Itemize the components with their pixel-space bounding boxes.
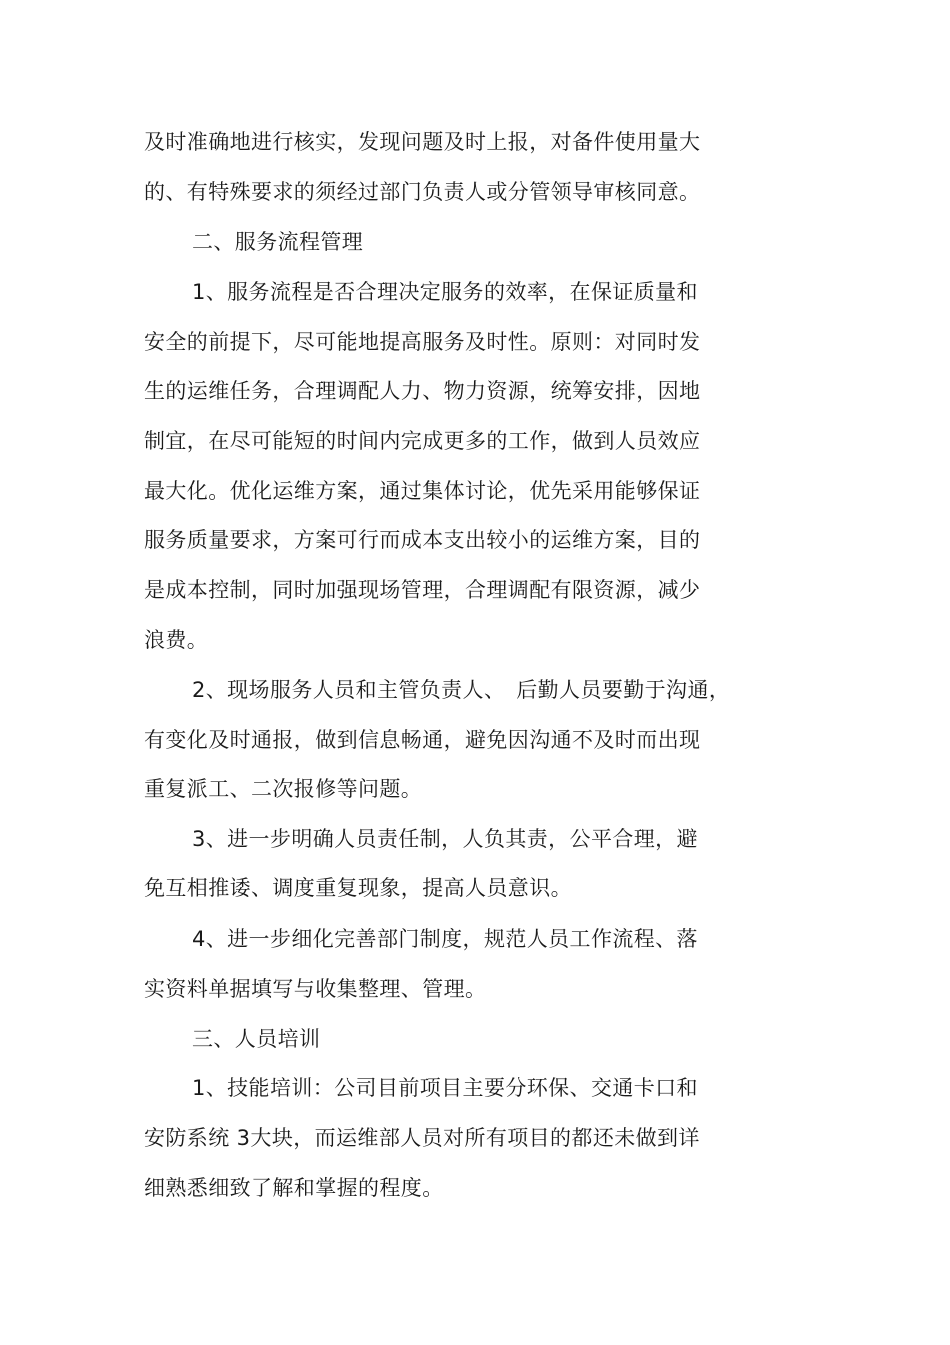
body-text-line: 安防系统 3大块，而运维部人员对所有项目的都还未做到详 [144, 1126, 700, 1150]
paragraph-first-line: 2、现场服务人员和主管负责人、 后勤人员要勤于沟通， [192, 678, 731, 702]
body-text-line: 安全的前提下，尽可能地提高服务及时性。原则：对同时发 [144, 330, 701, 354]
body-text-line: 服务质量要求，方案可行而成本支出较小的运维方案，目的 [144, 528, 701, 552]
body-text-line: 有变化及时通报，做到信息畅通，避免因沟通不及时而出现 [144, 728, 701, 752]
body-text-line: 实资料单据填写与收集整理、管理。 [144, 977, 487, 1001]
paragraph-first-line: 3、进一步明确人员责任制，人负其责，公平合理，避 [192, 827, 698, 851]
body-text-line: 细熟悉细致了解和掌握的程度。 [144, 1176, 444, 1200]
paragraph-first-line: 1、服务流程是否合理决定服务的效率，在保证质量和 [192, 280, 698, 304]
body-text-line: 浪费。 [144, 628, 209, 652]
section-heading: 三、人员培训 [192, 1027, 321, 1051]
body-text-line: 是成本控制，同时加强现场管理，合理调配有限资源，减少 [144, 578, 701, 602]
body-text-line: 最大化。优化运维方案，通过集体讨论，优先采用能够保证 [144, 479, 701, 503]
body-text-line: 制宜，在尽可能短的时间内完成更多的工作，做到人员效应 [144, 429, 701, 453]
body-text-line: 生的运维任务，合理调配人力、物力资源，统筹安排，因地 [144, 379, 701, 403]
body-text-line: 重复派工、二次报修等问题。 [144, 777, 423, 801]
section-heading: 二、服务流程管理 [192, 230, 364, 254]
body-text-line: 免互相推诿、调度重复现象，提高人员意识。 [144, 876, 572, 900]
body-text-line: 的、有特殊要求的须经过部门负责人或分管领导审核同意。 [144, 180, 701, 204]
paragraph-first-line: 1、技能培训：公司目前项目主要分环保、交通卡口和 [192, 1076, 698, 1100]
body-text-line: 及时准确地进行核实，发现问题及时上报，对备件使用量大 [144, 130, 701, 154]
paragraph-first-line: 4、进一步细化完善部门制度，规范人员工作流程、落 [192, 927, 698, 951]
